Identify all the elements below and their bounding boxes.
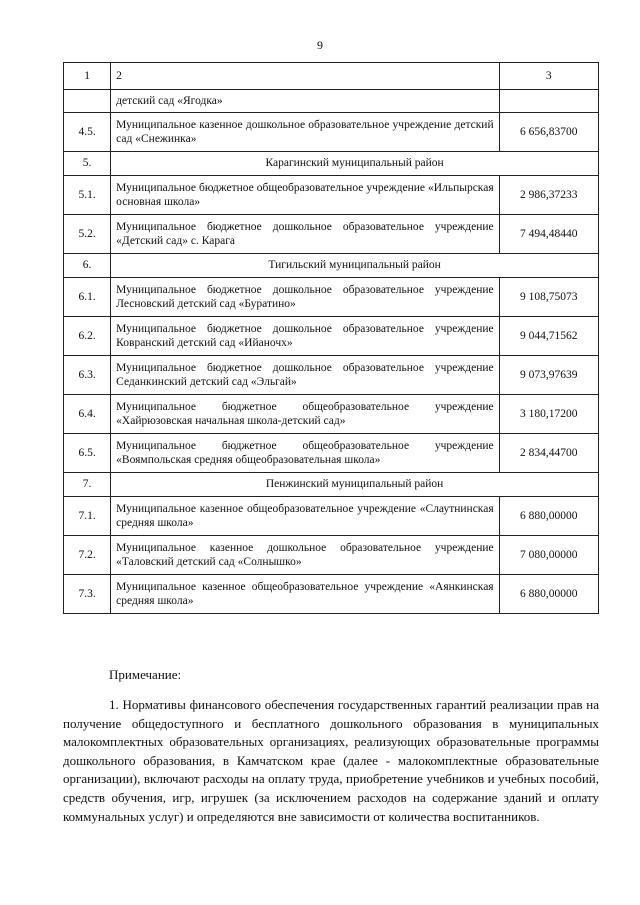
note-title: Примечание: <box>109 667 182 682</box>
norm-value: 7 494,48440 <box>499 215 598 254</box>
note-paragraph: 1. Нормативы финансового обеспечения государственных гарантий реализации прав на получение общедоступного и бесплатного дошкольного образования в муниципальных малокомплектных образовательных организациях, реализующих образовательные программы дошкольного образования, в Камчатском крае (далее - малокомплектные образовательные организации), включают расходы на оплату труда, приобретение учебников и учебных пособий, средств обучения, игр, игрушек (за исключением расходов на содержание зданий и оплату коммунальных услуг) и определяются вне зависимости от количества воспитанников. <box>63 697 599 824</box>
table-row <box>64 176 599 215</box>
continuation-name-cell: детский сад «Ягодка» <box>111 90 499 113</box>
section-title: Карагинский муниципальный район <box>111 152 599 176</box>
row-number: 7.3. <box>64 575 111 614</box>
row-number: 5.2. <box>64 215 111 254</box>
continuation-row <box>64 90 599 113</box>
table-row <box>64 113 599 152</box>
table-row <box>64 575 599 614</box>
page-number: 9 <box>317 38 323 52</box>
institution-name: Муниципальное бюджетное общеобразовательное учреждение «Воямпольская средняя общеобразовательная школа» <box>111 434 499 473</box>
header-col-3: 3 <box>499 63 598 90</box>
institution-name: Муниципальное бюджетное дошкольное образовательное учреждение Седанкинский детский сад «Эльгай» <box>111 356 499 395</box>
norm-value: 3 180,17200 <box>499 395 598 434</box>
table-row <box>64 434 599 473</box>
header-col-1: 1 <box>64 63 111 90</box>
institution-name: Муниципальное бюджетное дошкольное образовательное учреждение Ковранский детский сад «Ийаночх» <box>111 317 499 356</box>
norm-value: 9 108,75073 <box>499 278 598 317</box>
header-col-2: 2 <box>111 63 499 90</box>
norm-value: 6 656,83700 <box>499 113 598 152</box>
section-title: Тигильский муниципальный район <box>111 254 599 278</box>
row-number: 6.5. <box>64 434 111 473</box>
institution-name: Муниципальное казенное общеобразовательное учреждение «Аянкинская средняя школа» <box>111 575 499 614</box>
row-number: 7.2. <box>64 536 111 575</box>
section-row <box>64 152 599 176</box>
section-row <box>64 254 599 278</box>
table-row <box>64 215 599 254</box>
table-row <box>64 536 599 575</box>
table-row <box>64 278 599 317</box>
row-number: 6.4. <box>64 395 111 434</box>
table-row <box>64 317 599 356</box>
section-title: Пенжинский муниципальный район <box>111 473 599 497</box>
row-number: 6.3. <box>64 356 111 395</box>
norm-value: 6 880,00000 <box>499 497 598 536</box>
norm-value: 9 073,97639 <box>499 356 598 395</box>
norm-value: 6 880,00000 <box>499 575 598 614</box>
table-row <box>64 356 599 395</box>
row-number: 6.2. <box>64 317 111 356</box>
institution-name: Муниципальное бюджетное общеобразовательное учреждение «Ильпырская основная школа» <box>111 176 499 215</box>
institution-name: Муниципальное казенное дошкольное образовательное учреждение детский сад «Снежинка» <box>111 113 499 152</box>
institution-name: Муниципальное бюджетное дошкольное образовательное учреждение «Детский сад» с. Карага <box>111 215 499 254</box>
row-number: 5.1. <box>64 176 111 215</box>
norm-value: 7 080,00000 <box>499 536 598 575</box>
norm-value: 2 834,44700 <box>499 434 598 473</box>
institution-name: Муниципальное казенное общеобразовательное учреждение «Слаутнинская средняя школа» <box>111 497 499 536</box>
continuation-value-cell <box>499 90 598 113</box>
table-row <box>64 395 599 434</box>
institution-name: Муниципальное казенное дошкольное образовательное учреждение «Таловский детский сад «Солнышко» <box>111 536 499 575</box>
institution-name: Муниципальное бюджетное общеобразовательное учреждение «Хайрюзовская начальная школа-детский сад» <box>111 395 499 434</box>
row-number: 7.1. <box>64 497 111 536</box>
table-row <box>64 497 599 536</box>
institution-name: Муниципальное бюджетное дошкольное образовательное учреждение Лесновский детский сад «Буратино» <box>111 278 499 317</box>
section-number: 7. <box>64 473 111 497</box>
row-number: 6.1. <box>64 278 111 317</box>
section-number: 5. <box>64 152 111 176</box>
row-number: 4.5. <box>64 113 111 152</box>
table-header-row <box>64 63 599 90</box>
norm-value: 9 044,71562 <box>499 317 598 356</box>
norms-table <box>63 62 599 614</box>
norm-value: 2 986,37233 <box>499 176 598 215</box>
section-number: 6. <box>64 254 111 278</box>
section-row <box>64 473 599 497</box>
continuation-num-cell <box>64 90 111 113</box>
